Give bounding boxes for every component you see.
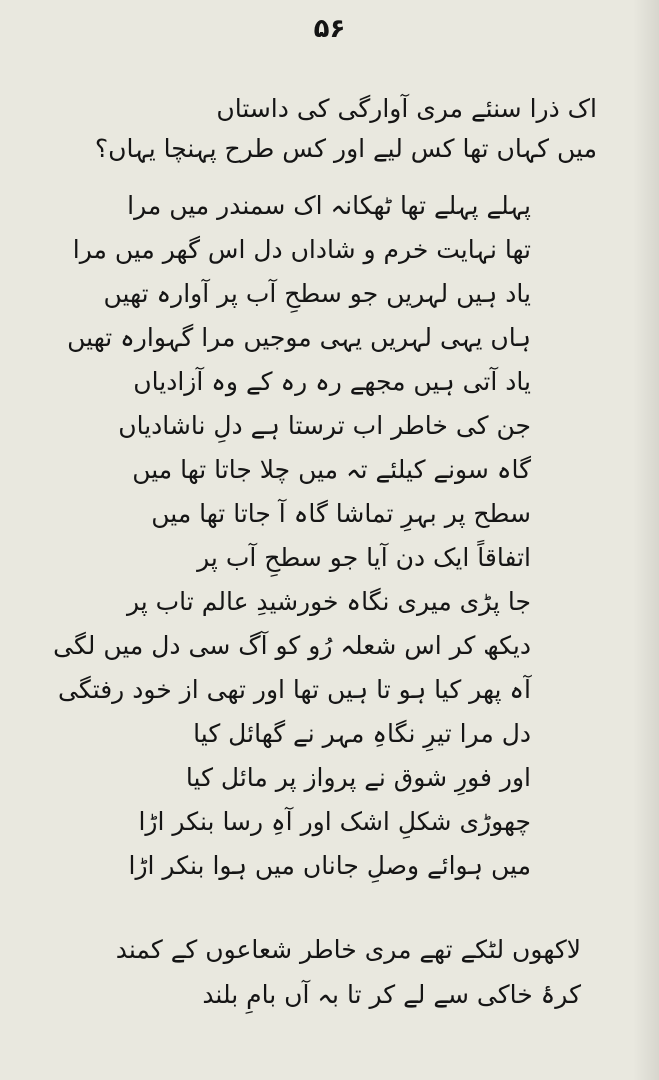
- stanza-line-5: یاد آتی ہیں مجھے رہ رہ کے وہ آزادیاں: [133, 367, 531, 396]
- stanza-line-8: سطح پر بہرِ تماشا گاہ آ جاتا تھا میں: [151, 499, 531, 528]
- stanza-line-4: ہاں یہی لہریں یہی موجیں مرا گہوارہ تھیں: [67, 323, 531, 352]
- stanza-line-14: اور فورِ شوق نے پرواز پر مائل کیا: [185, 763, 531, 792]
- stanza-line-16: میں ہوائے وصلِ جاناں میں ہوا بنکر اڑا: [128, 851, 531, 880]
- stanza-line-7: گاہ سونے کیلئے تہ میں چلا جاتا تھا میں: [132, 455, 531, 484]
- stanza-line-15: چھوڑی شکلِ اشک اور آہِ رسا بنکر اڑا: [138, 807, 531, 836]
- page-number: ۵۶: [313, 14, 346, 44]
- stanza-line-13: دل مرا تیرِ نگاہِ مہر نے گھائل کیا: [193, 719, 531, 748]
- stanza-line-10: جا پڑی میری نگاہ خورشیدِ عالم تاب پر: [126, 587, 531, 616]
- stanza-line-12: آہ پھر کیا ہو تا ہیں تھا اور تھی از خود رفتگی: [58, 675, 531, 704]
- intro-line-2: میں کہاں تھا کس لیے اور کس طرح پہنچا یہاں؟: [94, 134, 597, 163]
- page-edge-shadow: [633, 0, 659, 1080]
- intro-line-1: اک ذرا سنئے مری آوارگی کی داستاں: [216, 94, 597, 123]
- stanza-line-9: اتفاقاً ایک دن آیا جو سطحِ آب پر: [197, 543, 531, 572]
- stanza-line-1: پہلے پہلے تھا ٹھکانہ اک سمندر میں مرا: [127, 191, 531, 220]
- stanza-line-6: جن کی خاطر اب ترستا ہے دلِ ناشادیاں: [118, 411, 531, 440]
- stanza-line-11: دیکھ کر اس شعلہ رُو کو آگ سی دل میں لگی: [53, 631, 531, 660]
- closing-line-2: کرۂ خاکی سے لے کر تا بہ آں بامِ بلند: [202, 980, 581, 1009]
- closing-line-1: لاکھوں لٹکے تھے مری خاطر شعاعوں کے کمند: [115, 935, 581, 964]
- stanza-line-3: یاد ہیں لہریں جو سطحِ آب پر آوارہ تھیں: [103, 279, 531, 308]
- stanza-line-2: تھا نہایت خرم و شاداں دل اس گھر میں مرا: [72, 235, 531, 264]
